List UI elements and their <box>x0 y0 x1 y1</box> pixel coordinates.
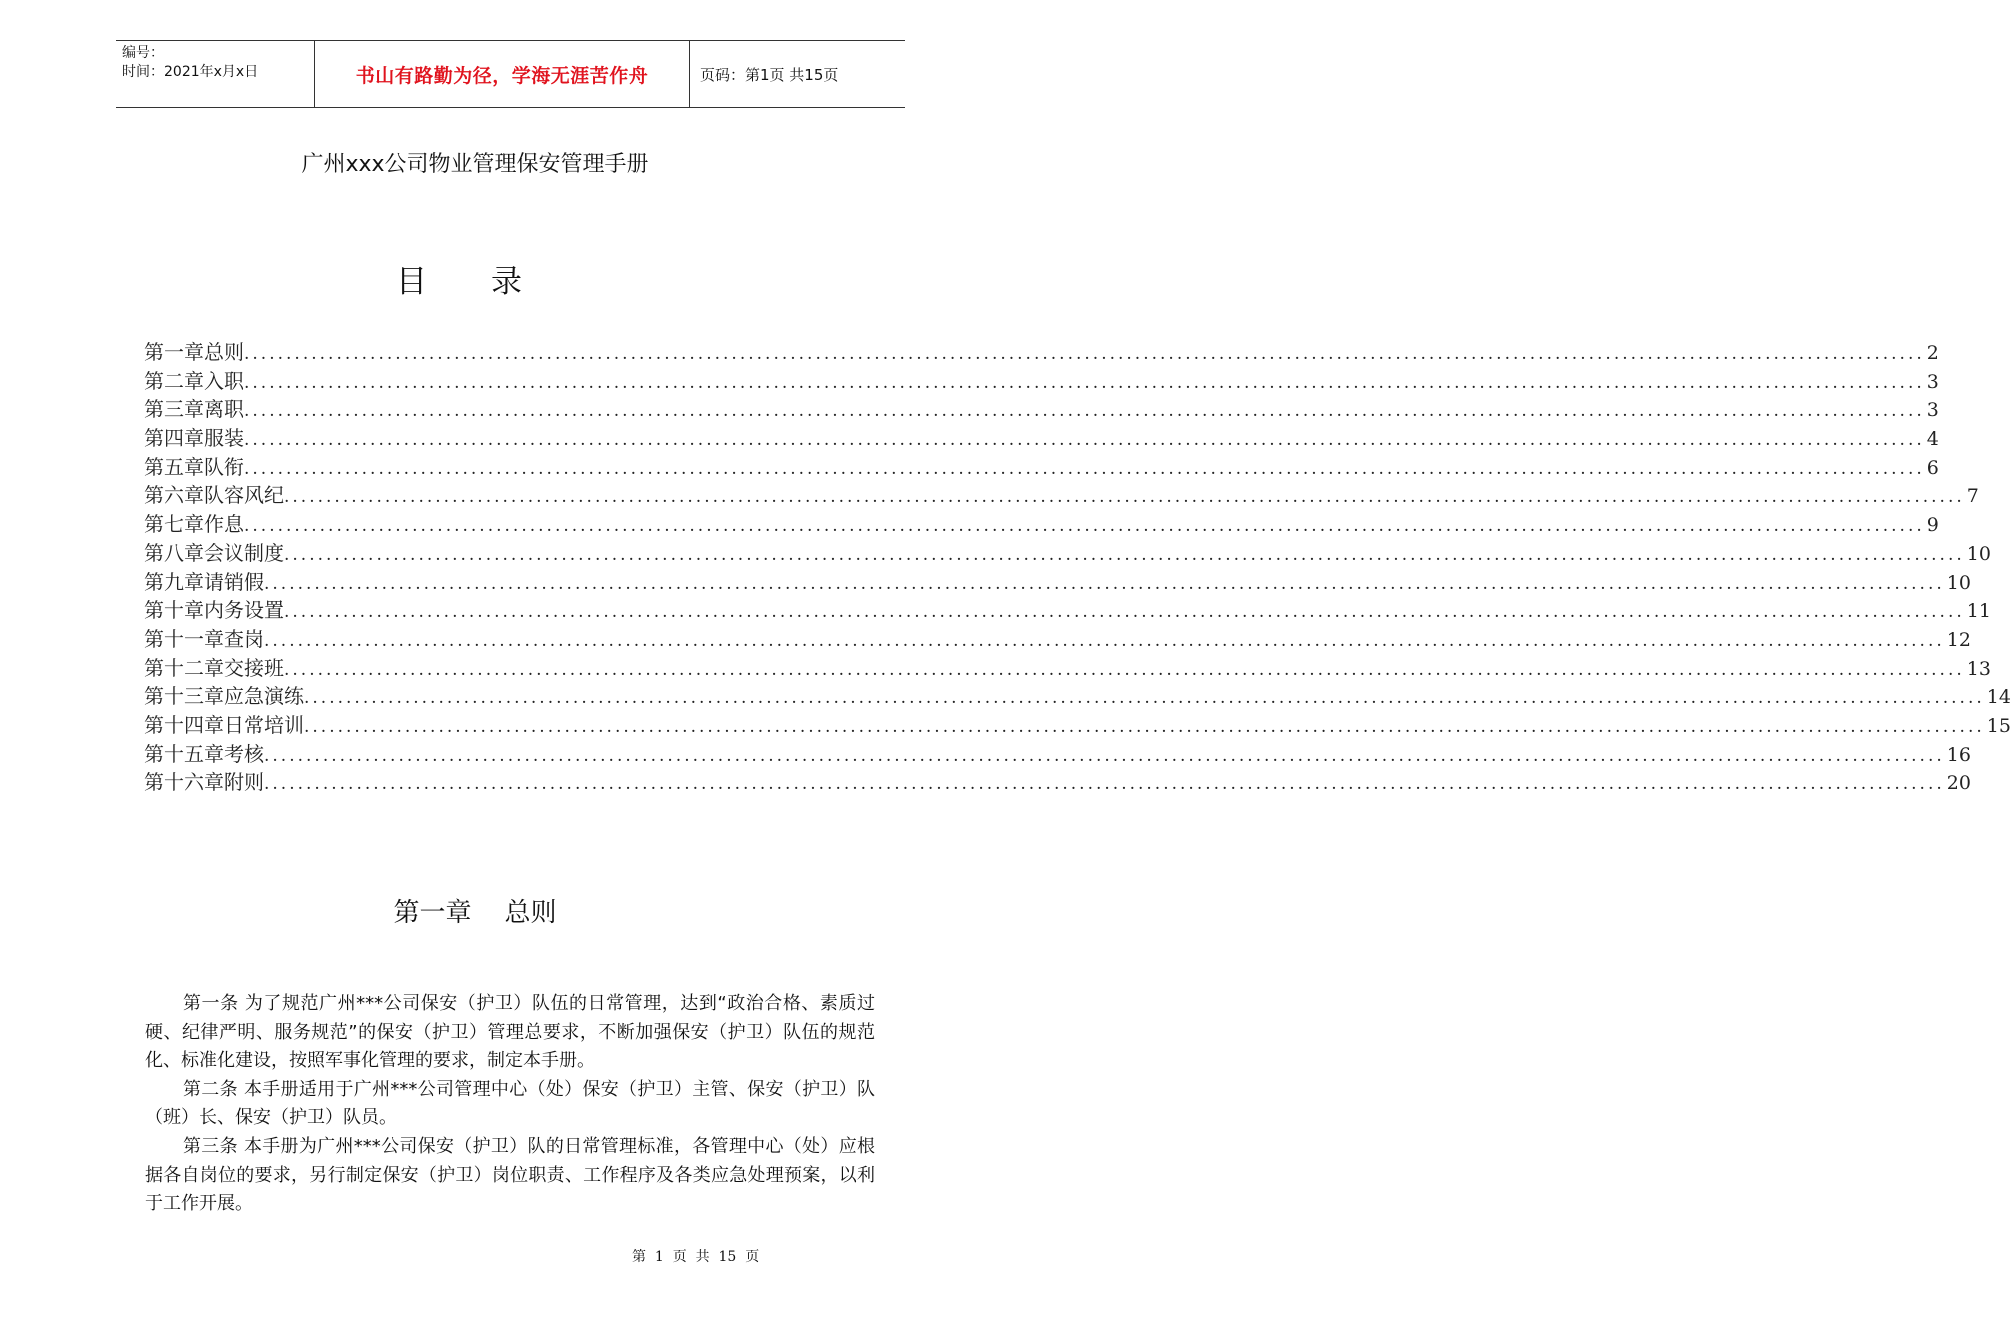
toc-chapter-name: 内务设置 <box>204 598 284 623</box>
toc-chapter-number: 第九章 <box>144 569 204 594</box>
toc-chapter-number: 第一章 <box>144 340 204 364</box>
article-paragraph: 第二条 本手册适用于广州***公司管理中心（处）保安（护卫）主管、保安（护卫）队（班）长、保安（护卫）队员。 <box>145 1078 875 1129</box>
toc-entry[interactable] <box>144 479 1979 508</box>
toc-chapter-name: 作息 <box>204 512 244 537</box>
article-paragraph: 第三条 本手册为广州***公司保安（护卫）队的日常管理标准，各管理中心（处）应根据各自岗位的要求，另行制定保安（护卫）岗位职责、工作程序及各类应急处理预案，以利于工作开展。 <box>145 1135 875 1215</box>
toc-page-number: 16 <box>1946 743 1971 766</box>
toc-entry[interactable] <box>144 508 1939 537</box>
toc-chapter-name: 总则 <box>204 340 244 364</box>
toc-entry[interactable] <box>144 738 1971 767</box>
header-meta <box>116 41 315 107</box>
toc-page-number: 9 <box>1926 514 1939 537</box>
toc-chapter-number: 第十二章 <box>144 655 224 680</box>
toc-page-number: 13 <box>1966 657 1991 680</box>
document-title: 广州xxx公司物业管理保安管理手册 <box>301 152 649 177</box>
toc-leader-dots: ........................................................................................................................................................................................................ <box>284 487 1965 508</box>
toc-chapter-name: 队衔 <box>204 454 244 479</box>
number-label: 编号： <box>122 45 164 61</box>
toc-chapter-number: 第十一章 <box>144 626 224 651</box>
toc-chapter-number: 第五章 <box>144 454 204 479</box>
toc-entry[interactable] <box>144 680 2011 709</box>
toc-leader-dots: ........................................................................................................................................................................................................ <box>244 458 1925 479</box>
toc-entry[interactable] <box>144 623 1971 652</box>
toc-chapter-name: 队容风纪 <box>204 483 284 508</box>
toc-title: 目录 <box>396 264 586 300</box>
toc-leader-dots: ........................................................................................................................................................................................................ <box>284 602 1965 623</box>
toc-entry[interactable] <box>144 766 1971 795</box>
toc-entry[interactable] <box>144 422 1939 451</box>
toc-leader-dots: ........................................................................................................................................................................................................ <box>244 430 1925 451</box>
toc-page-number: 3 <box>1926 399 1939 422</box>
toc-chapter-number: 第十四章 <box>144 712 224 737</box>
toc-entry[interactable] <box>144 594 1991 623</box>
toc-chapter-number: 第十六章 <box>144 770 224 795</box>
toc-entry[interactable] <box>144 709 2011 738</box>
toc-page-number: 2 <box>1926 342 1939 364</box>
page-footer: 第 1 页 共 15 页 <box>632 1249 760 1265</box>
motto: 书山有路勤为径，学海无涯苦作舟 <box>355 64 649 87</box>
article-paragraph: 第一条 为了规范广州***公司保安（护卫）队伍的日常管理，达到“政治合格、素质过硬、纪律严明、服务规范”的保安（护卫）管理总要求，不断加强保安（护卫）队伍的规范化、标准化建设，按照军事化管理的要求，制定本手册。 <box>145 993 875 1072</box>
toc-chapter-number: 第十五章 <box>144 741 224 766</box>
toc-leader-dots: ........................................................................................................................................................................................................ <box>244 401 1925 422</box>
header-motto-cell <box>315 41 690 107</box>
toc-chapter-name: 考核 <box>224 741 264 766</box>
toc-leader-dots: ........................................................................................................................................................................................................ <box>284 544 1965 565</box>
toc-entry[interactable] <box>144 652 1991 681</box>
time-label: 时间：2021年x月x日 <box>122 64 259 80</box>
toc-chapter-number: 第二章 <box>144 368 204 393</box>
toc-page-number: 3 <box>1926 370 1939 393</box>
toc-leader-dots: ........................................................................................................................................................................................................ <box>264 630 1945 651</box>
chapter-body <box>145 990 875 1219</box>
toc-leader-dots: ........................................................................................................................................................................................................ <box>264 573 1945 594</box>
toc-chapter-number: 第七章 <box>144 512 204 537</box>
toc-page-number: 14 <box>1986 686 2011 709</box>
toc-entry[interactable] <box>144 336 1939 365</box>
toc-chapter-number: 第八章 <box>144 540 204 565</box>
toc-leader-dots: ........................................................................................................................................................................................................ <box>264 745 1945 766</box>
toc-chapter-name: 附则 <box>224 770 264 795</box>
toc-chapter-number: 第三章 <box>144 397 204 422</box>
toc-chapter-name: 离职 <box>204 397 244 422</box>
toc-chapter-number: 第六章 <box>144 483 204 508</box>
toc-leader-dots: ........................................................................................................................................................................................................ <box>284 659 1965 680</box>
toc-chapter-number: 第十三章 <box>144 684 224 709</box>
toc-entry[interactable] <box>144 451 1939 480</box>
toc-page-number: 11 <box>1966 600 1991 623</box>
toc-leader-dots: ........................................................................................................................................................................................................ <box>264 774 1945 795</box>
toc-entry[interactable] <box>144 566 1971 595</box>
toc-chapter-name: 查岗 <box>224 626 264 651</box>
toc-entry[interactable] <box>144 365 1939 394</box>
header-page-info: 页码：第1页 共15页 <box>700 65 839 84</box>
toc-leader-dots: ........................................................................................................................................................................................................ <box>304 716 1985 737</box>
toc-page-number: 10 <box>1946 571 1971 594</box>
toc-page-number: 4 <box>1926 428 1939 451</box>
toc-page-number: 20 <box>1946 772 1971 795</box>
toc-page-number: 7 <box>1966 485 1979 508</box>
toc-chapter-name: 交接班 <box>224 655 284 680</box>
toc-leader-dots: ........................................................................................................................................................................................................ <box>244 372 1925 393</box>
toc-page-number: 15 <box>1986 714 2011 737</box>
toc-page-number: 10 <box>1966 542 1991 565</box>
toc-page-number: 12 <box>1946 628 1971 651</box>
chapter-title: 第一章 总则 <box>393 898 557 928</box>
toc-leader-dots: ........................................................................................................................................................................................................ <box>304 688 1985 709</box>
toc-leader-dots: ........................................................................................................................................................................................................ <box>244 344 1925 364</box>
page-header <box>116 40 905 108</box>
toc-page-number: 6 <box>1926 456 1939 479</box>
toc-chapter-name: 入职 <box>204 368 244 393</box>
toc-chapter-name: 日常培训 <box>224 712 304 737</box>
toc-chapter-name: 服装 <box>204 426 244 451</box>
toc-chapter-name: 请销假 <box>204 569 264 594</box>
toc-entry[interactable] <box>144 537 1991 566</box>
toc-chapter-name: 应急演练 <box>224 684 304 709</box>
toc-entry[interactable] <box>144 393 1939 422</box>
toc-chapter-number: 第十章 <box>144 598 204 623</box>
toc-chapter-name: 会议制度 <box>204 540 284 565</box>
toc-chapter-number: 第四章 <box>144 426 204 451</box>
table-of-contents <box>144 336 2011 795</box>
toc-leader-dots: ........................................................................................................................................................................................................ <box>244 516 1925 537</box>
